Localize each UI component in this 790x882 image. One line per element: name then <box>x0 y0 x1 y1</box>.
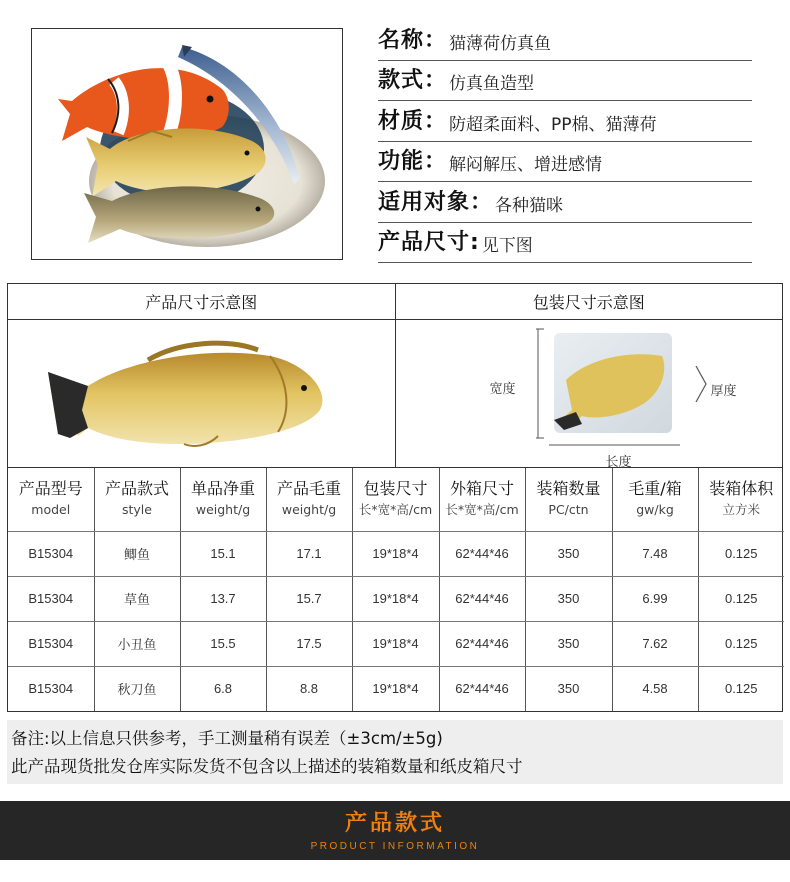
header-carton-size: 外箱尺寸 长*宽*高/cm <box>439 468 525 531</box>
diagram-row <box>8 320 782 468</box>
header-style: 产品款式 style <box>94 468 180 531</box>
product-size-diagram <box>8 320 395 467</box>
spec-label: 材质： <box>378 108 448 134</box>
cell-net-weight: 15.1 <box>180 531 266 576</box>
table-row <box>8 666 784 711</box>
spec-row-function <box>378 142 752 183</box>
cell-net-weight: 15.5 <box>180 621 266 666</box>
note-box <box>7 720 783 784</box>
cell-carton-qty: 350 <box>525 576 612 621</box>
cell-carton-weight: 6.99 <box>612 576 698 621</box>
note-line-1: 备注:以上信息只供参考，手工测量稍有误差（±3cm/±5g) <box>11 729 443 748</box>
cell-model: B15304 <box>8 621 94 666</box>
spec-label: 款式： <box>378 68 448 93</box>
cell-gross-weight: 8.8 <box>266 666 352 711</box>
cell-package-size: 19*18*4 <box>352 666 439 711</box>
cell-carton-volume: 0.125 <box>698 576 784 621</box>
package-size-title: 包装尺寸示意图 <box>395 284 783 319</box>
thickness-label: 厚度 <box>710 384 737 399</box>
cell-net-weight: 13.7 <box>180 576 266 621</box>
width-label: 宽度 <box>489 382 516 397</box>
cell-model: B15304 <box>8 666 94 711</box>
header-carton-volume: 装箱体积 立方米 <box>698 468 784 531</box>
header-package-size: 包装尺寸 长*宽*高/cm <box>352 468 439 531</box>
cell-gross-weight: 17.1 <box>266 531 352 576</box>
spec-table <box>7 283 783 712</box>
cell-style: 小丑鱼 <box>94 621 180 666</box>
table-row <box>8 621 784 666</box>
header-gross-weight: 产品毛重 weight/g <box>266 468 352 531</box>
cell-model: B15304 <box>8 576 94 621</box>
cell-carton-weight: 7.48 <box>612 531 698 576</box>
spec-label: 名称： <box>378 27 448 53</box>
cell-gross-weight: 15.7 <box>266 576 352 621</box>
header-model: 产品型号 model <box>8 468 94 531</box>
table-header-row <box>8 468 784 531</box>
spec-value: 见下图 <box>481 236 533 256</box>
spec-row-style <box>378 61 752 102</box>
cell-package-size: 19*18*4 <box>352 621 439 666</box>
cell-carton-qty: 350 <box>525 621 612 666</box>
cell-gross-weight: 17.5 <box>266 621 352 666</box>
banner-title: 产品款式 <box>344 811 445 836</box>
length-label: 长度 <box>605 455 632 470</box>
section-banner <box>0 801 790 860</box>
package-size-diagram <box>395 320 783 470</box>
cell-carton-size: 62*44*46 <box>439 666 525 711</box>
cell-package-size: 19*18*4 <box>352 576 439 621</box>
product-photo <box>31 28 343 260</box>
note-line-2: 此产品现货批发仓库实际发货不包含以上描述的装箱数量和纸皮箱尺寸 <box>11 757 523 776</box>
spec-list <box>378 20 752 263</box>
spec-label: 产品尺寸: <box>378 230 480 255</box>
cell-net-weight: 6.8 <box>180 666 266 711</box>
cell-carton-size: 62*44*46 <box>439 576 525 621</box>
spec-label: 功能： <box>378 149 448 174</box>
header-net-weight: 单品净重 weight/g <box>180 468 266 531</box>
cell-style: 鲫鱼 <box>94 531 180 576</box>
cell-carton-qty: 350 <box>525 666 612 711</box>
cell-style: 草鱼 <box>94 576 180 621</box>
carp-illustration <box>8 320 378 468</box>
header-carton-weight: 毛重/箱 gw/kg <box>612 468 698 531</box>
spec-row-name <box>378 20 752 61</box>
cell-carton-volume: 0.125 <box>698 621 784 666</box>
spec-value: 防超柔面料、PP棉、猫薄荷 <box>449 114 657 135</box>
cell-carton-size: 62*44*46 <box>439 531 525 576</box>
fish-toys-image <box>32 29 343 260</box>
spec-row-size <box>378 223 752 264</box>
spec-value: 仿真鱼造型 <box>449 74 535 94</box>
cell-carton-size: 62*44*46 <box>439 621 525 666</box>
spec-label: 适用对象： <box>378 189 494 215</box>
table-row <box>8 576 784 621</box>
spec-value: 猫薄荷仿真鱼 <box>449 33 552 54</box>
spec-value: 各种猫咪 <box>495 195 564 216</box>
banner-subtitle: PRODUCT INFORMATION <box>310 841 480 852</box>
cell-carton-qty: 350 <box>525 531 612 576</box>
cell-package-size: 19*18*4 <box>352 531 439 576</box>
cell-carton-weight: 4.58 <box>612 666 698 711</box>
header-carton-qty: 装箱数量 PC/ctn <box>525 468 612 531</box>
product-data-table <box>8 468 784 711</box>
cell-model: B15304 <box>8 531 94 576</box>
table-row <box>8 531 784 576</box>
spec-row-target <box>378 182 752 223</box>
cell-carton-volume: 0.125 <box>698 531 784 576</box>
spec-value: 解闷解压、增进感情 <box>449 155 603 175</box>
spec-row-material <box>378 101 752 142</box>
product-size-title: 产品尺寸示意图 <box>145 293 258 312</box>
diagram-header <box>8 284 782 320</box>
cell-carton-volume: 0.125 <box>724 681 758 697</box>
cell-carton-weight: 7.62 <box>612 621 698 666</box>
cell-style: 秋刀鱼 <box>94 666 180 711</box>
